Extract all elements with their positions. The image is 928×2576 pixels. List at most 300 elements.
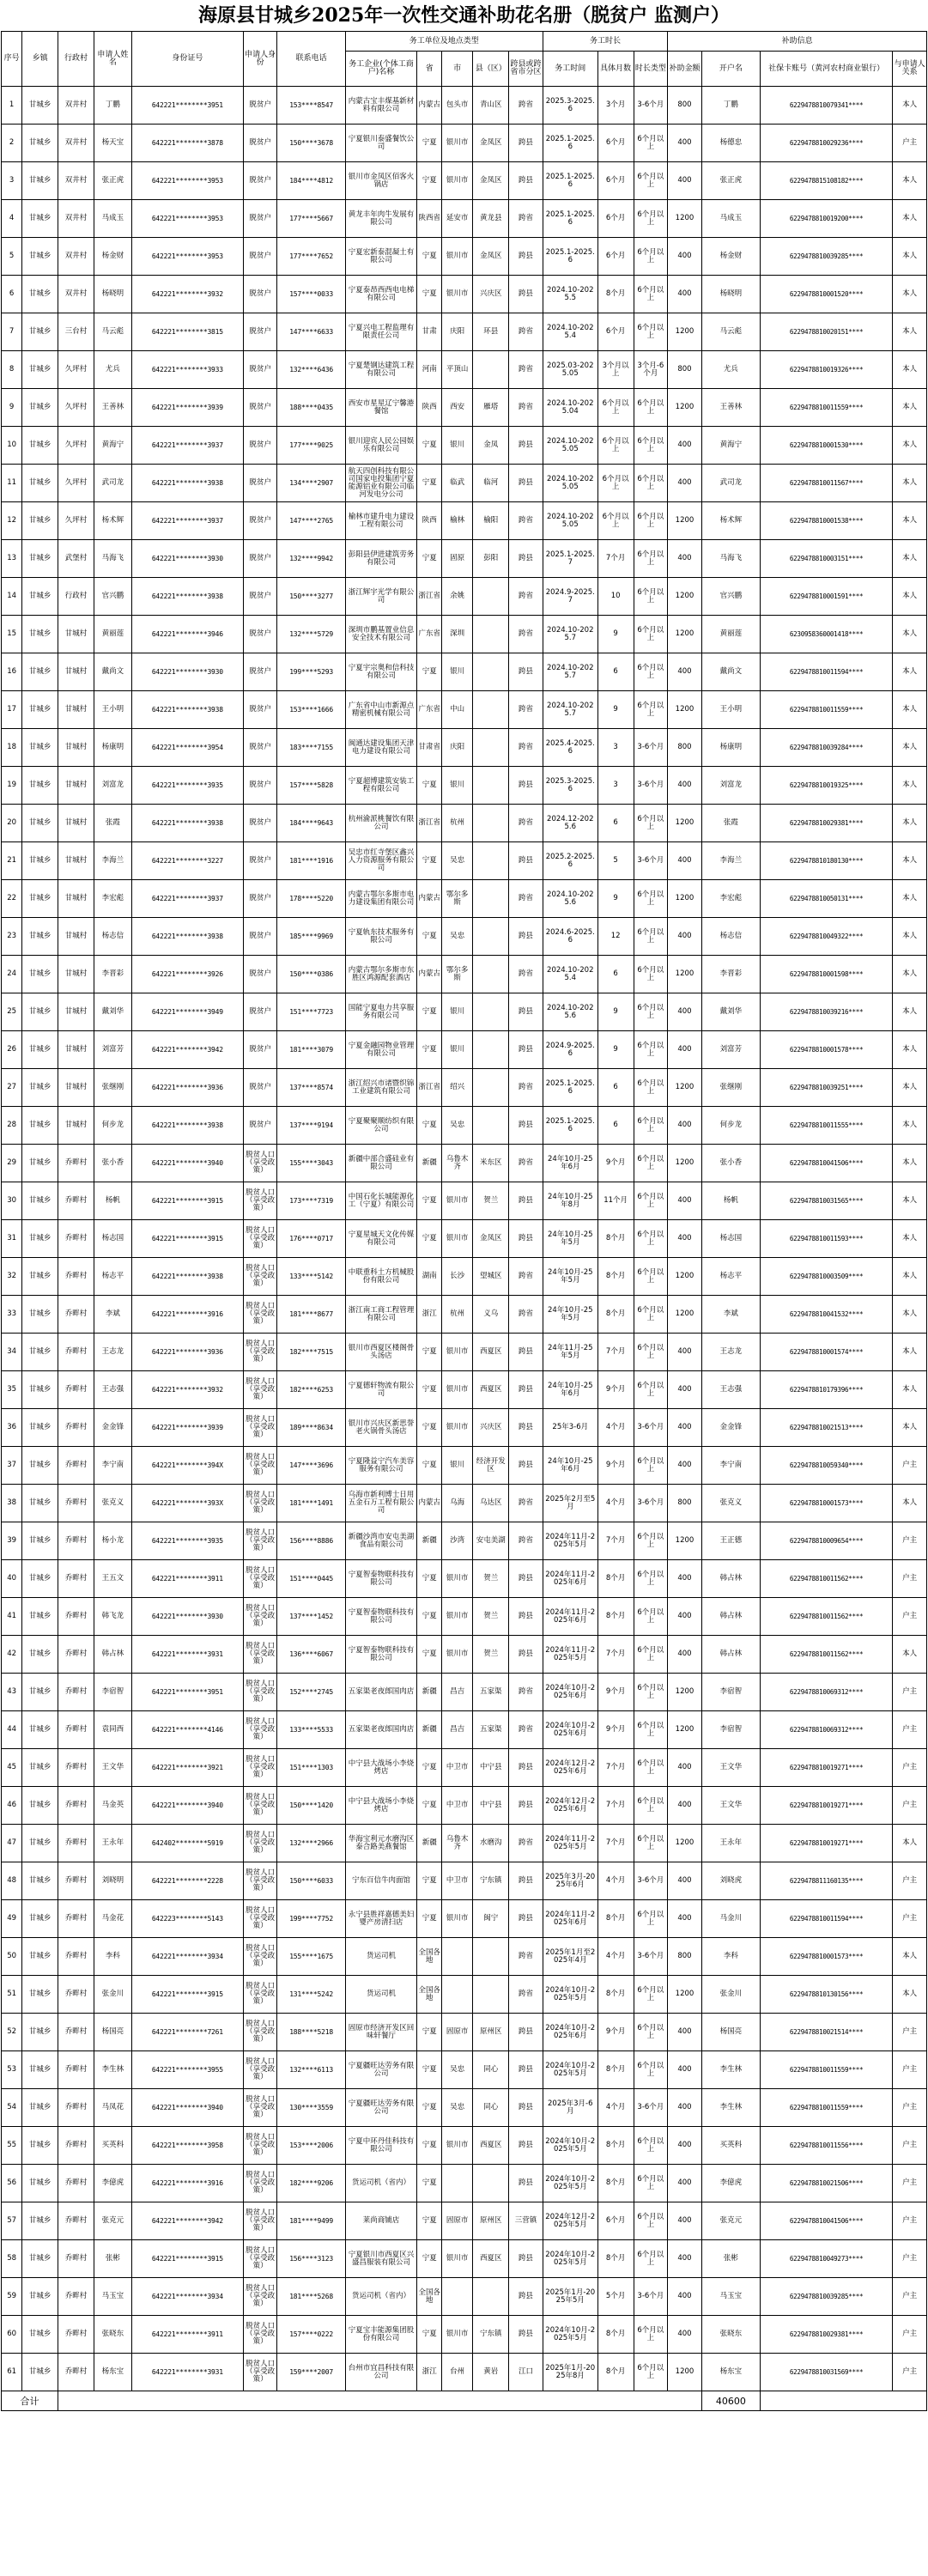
cell-county (473, 767, 509, 805)
cell-holder: 刘晓虎 (701, 1862, 760, 1900)
cell-village: 久坪村 (58, 351, 94, 389)
cell-months: 6个月 (597, 125, 634, 162)
cell-village: 双井村 (58, 200, 94, 238)
cell-account: 6229478811160135**** (761, 1862, 893, 1900)
cell-account: 6229478810019271**** (761, 1749, 893, 1787)
table-row (2, 653, 927, 691)
cell-relation: 本人 (893, 1409, 927, 1447)
cell-relation: 户主 (893, 2278, 927, 2316)
cell-village: 乔畔村 (58, 1447, 94, 1485)
cell-province: 宁夏 (417, 1107, 442, 1145)
cell-duration-type: 6个月以上 (634, 1711, 668, 1749)
cell-months: 7个月 (597, 1749, 634, 1787)
cell-township: 甘城乡 (22, 502, 58, 540)
cell-months: 7个月 (597, 540, 634, 578)
cell-months: 9个月 (597, 1371, 634, 1409)
cell-company: 宁夏超博建筑安装工程有限公司 (345, 767, 417, 805)
cell-account: 6229478810019271**** (761, 1787, 893, 1825)
cell-id-no: 642221********3940 (131, 1787, 243, 1825)
cell-id-no: 642221********3953 (131, 200, 243, 238)
cell-duration-type: 3-6个月 (634, 2278, 668, 2316)
cell-identity: 脱贫人口（享受政策） (243, 1334, 277, 1371)
cell-months: 6 (597, 1107, 634, 1145)
cell-relation: 本人 (893, 1145, 927, 1182)
cell-county: 环县 (473, 313, 509, 351)
table-row (2, 918, 927, 956)
cell-name: 李晋彩 (94, 956, 131, 993)
cell-account: 6229478810011559**** (761, 2051, 893, 2089)
cell-id-no: 642221********3915 (131, 2240, 243, 2278)
cell-name: 黄海宁 (94, 427, 131, 465)
cell-village: 双井村 (58, 276, 94, 313)
cell-cross-type: 跨县 (509, 842, 543, 880)
col-header-holder: 开户名 (701, 52, 760, 87)
cell-duration-type: 6个月以上 (634, 1258, 668, 1296)
cell-company: 宁夏星城天文化传媒有限公司 (345, 1220, 417, 1258)
cell-province: 宁夏 (417, 162, 442, 200)
cell-seq: 24 (2, 956, 22, 993)
cell-relation: 户主 (893, 2014, 927, 2051)
cell-province: 宁夏 (417, 1787, 442, 1825)
cell-amount: 400 (668, 1107, 702, 1145)
cell-name: 王小明 (94, 691, 131, 729)
cell-id-no: 642221********3953 (131, 162, 243, 200)
cell-village: 乔畔村 (58, 1258, 94, 1296)
cell-months: 4个月 (597, 1862, 634, 1900)
col-header-village: 行政村 (58, 32, 94, 87)
cell-months: 5个月 (597, 2278, 634, 2316)
cell-phone: 199****7752 (277, 1900, 345, 1938)
table-row (2, 729, 927, 767)
cell-name: 官兴鹏 (94, 578, 131, 616)
table-row (2, 691, 927, 729)
cell-village: 乔畔村 (58, 2202, 94, 2240)
table-row (2, 1825, 927, 1862)
cell-id-no: 642221********393X (131, 1485, 243, 1522)
cell-work-period: 2024年11月-2025年5月 (543, 1636, 597, 1674)
cell-relation: 户主 (893, 2354, 927, 2391)
cell-name: 韩占林 (94, 1636, 131, 1674)
cell-identity: 脱贫人口（享受政策） (243, 1182, 277, 1220)
cell-province: 广东省 (417, 616, 442, 653)
cell-seq: 40 (2, 1560, 22, 1598)
cell-seq: 44 (2, 1711, 22, 1749)
cell-relation: 本人 (893, 729, 927, 767)
cell-work-period: 2024.10-2025.6 (543, 880, 597, 918)
cell-account: 6229478810029381**** (761, 2316, 893, 2354)
cell-province: 宁夏 (417, 1598, 442, 1636)
cell-work-period: 24年10月-25年6月 (543, 1371, 597, 1409)
cell-id-no: 642221********3946 (131, 616, 243, 653)
cell-duration-type: 6个月以上 (634, 1296, 668, 1334)
cell-id-no: 642221********3942 (131, 2202, 243, 2240)
cell-county: 贺兰 (473, 1560, 509, 1598)
cell-duration-type: 6个月以上 (634, 1900, 668, 1938)
table-row (2, 1296, 927, 1334)
cell-city: 银川 (442, 1031, 473, 1069)
cell-seq: 34 (2, 1334, 22, 1371)
cell-id-no: 642221********3915 (131, 1220, 243, 1258)
cell-name: 马玉宝 (94, 2278, 131, 2316)
cell-id-no: 642221********3949 (131, 993, 243, 1031)
cell-holder: 金金锋 (701, 1409, 760, 1447)
cell-township: 甘城乡 (22, 1258, 58, 1296)
total-spacer-end (761, 2391, 927, 2411)
cell-identity: 脱贫人口（享受政策） (243, 1976, 277, 2014)
cell-province: 宁夏 (417, 1031, 442, 1069)
cell-company: 西安市星星辽宁馨港餐馆 (345, 389, 417, 427)
cell-id-no: 642221********3936 (131, 1069, 243, 1107)
cell-village: 甘城村 (58, 842, 94, 880)
cell-city: 台州 (442, 2354, 473, 2391)
cell-phone: 153****1666 (277, 691, 345, 729)
cell-account: 6229478810001573**** (761, 1485, 893, 1522)
cell-county: 金凤 (473, 427, 509, 465)
cell-amount: 400 (668, 2278, 702, 2316)
cell-amount: 1200 (668, 502, 702, 540)
cell-seq: 33 (2, 1296, 22, 1334)
cell-cross-type: 跨省 (509, 1296, 543, 1334)
cell-holder: 黄丽莲 (701, 616, 760, 653)
cell-holder: 杨东宝 (701, 2354, 760, 2391)
cell-seq: 25 (2, 993, 22, 1031)
cell-phone: 151****7723 (277, 993, 345, 1031)
cell-amount: 1200 (668, 1976, 702, 2014)
cell-name: 杨康明 (94, 729, 131, 767)
cell-phone: 137****8574 (277, 1069, 345, 1107)
cell-identity: 脱贫人口（享受政策） (243, 1711, 277, 1749)
cell-province: 陕西省 (417, 200, 442, 238)
cell-province: 河南 (417, 351, 442, 389)
cell-seq: 18 (2, 729, 22, 767)
cell-holder: 王永年 (701, 1825, 760, 1862)
cell-cross-type: 跨省 (509, 1522, 543, 1560)
cell-city: 银川市 (442, 2316, 473, 2354)
cell-village: 乔畔村 (58, 2316, 94, 2354)
cell-duration-type: 6个月以上 (634, 540, 668, 578)
cell-work-period: 2024年10月-2025年5月 (543, 2316, 597, 2354)
cell-village: 乔畔村 (58, 1825, 94, 1862)
cell-name: 李斌 (94, 1296, 131, 1334)
cell-township: 甘城乡 (22, 918, 58, 956)
cell-city: 银川市 (442, 125, 473, 162)
cell-relation: 户主 (893, 2165, 927, 2202)
cell-amount: 800 (668, 351, 702, 389)
cell-cross-type: 三营镇 (509, 2202, 543, 2240)
cell-county: 黄岩 (473, 2354, 509, 2391)
cell-work-period: 2025年1月-2025年5月 (543, 2278, 597, 2316)
cell-phone: 182****6253 (277, 1371, 345, 1409)
cell-holder: 刘富芳 (701, 1031, 760, 1069)
cell-duration-type: 6个月以上 (634, 1636, 668, 1674)
cell-months: 8个月 (597, 2354, 634, 2391)
cell-months: 8个月 (597, 2165, 634, 2202)
cell-work-period: 2025年1月-2025年8月 (543, 2354, 597, 2391)
cell-county (473, 578, 509, 616)
cell-account: 6229478810021506**** (761, 2165, 893, 2202)
cell-company: 浙江南工商工程管理有限公司 (345, 1296, 417, 1334)
table-row (2, 1069, 927, 1107)
cell-phone: 131****5242 (277, 1976, 345, 2014)
table-row (2, 351, 927, 389)
cell-holder: 李科 (701, 1938, 760, 1976)
cell-account: 6229478810011555**** (761, 1107, 893, 1145)
cell-county: 西夏区 (473, 2240, 509, 2278)
cell-identity: 脱贫人口（享受政策） (243, 1938, 277, 1976)
cell-months: 3个月 (597, 87, 634, 125)
cell-village: 双井村 (58, 238, 94, 276)
cell-id-no: 642221********4146 (131, 1711, 243, 1749)
cell-holder: 李斌 (701, 1296, 760, 1334)
cell-account: 6229478810041506**** (761, 2202, 893, 2240)
cell-id-no: 642221********3938 (131, 691, 243, 729)
cell-phone: 132****6113 (277, 2051, 345, 2089)
cell-company: 华海宝利元水磨沟区泰合路美燕餐馆 (345, 1825, 417, 1862)
cell-identity: 脱贫户 (243, 1069, 277, 1107)
cell-name: 张继刚 (94, 1069, 131, 1107)
cell-village: 久坪村 (58, 465, 94, 502)
cell-account: 6229478810031565**** (761, 1182, 893, 1220)
cell-account: 6229478810001530**** (761, 427, 893, 465)
cell-name: 李宿智 (94, 1674, 131, 1711)
cell-county: 榆阳 (473, 502, 509, 540)
cell-city: 吴忠 (442, 842, 473, 880)
cell-seq: 53 (2, 2051, 22, 2089)
cell-county: 宁东镇 (473, 1862, 509, 1900)
cell-village: 乔畔村 (58, 1711, 94, 1749)
cell-id-no: 642221********3930 (131, 540, 243, 578)
cell-seq: 8 (2, 351, 22, 389)
cell-duration-type: 6个月以上 (634, 1220, 668, 1258)
table-row (2, 1862, 927, 1900)
table-row (2, 2165, 927, 2202)
cell-months: 8个月 (597, 2051, 634, 2089)
cell-village: 乔畔村 (58, 1598, 94, 1636)
cell-county: 贺兰 (473, 1598, 509, 1636)
cell-amount: 1200 (668, 1711, 702, 1749)
cell-identity: 脱贫人口（享受政策） (243, 1749, 277, 1787)
cell-identity: 脱贫户 (243, 162, 277, 200)
cell-county (473, 616, 509, 653)
cell-county: 米东区 (473, 1145, 509, 1182)
cell-province: 宁夏 (417, 1749, 442, 1787)
cell-cross-type: 跨县 (509, 2316, 543, 2354)
cell-company: 银川迎宾人民公园娱乐有限公司 (345, 427, 417, 465)
cell-phone: 147****6633 (277, 313, 345, 351)
cell-name: 黄丽莲 (94, 616, 131, 653)
cell-id-no: 642221********3926 (131, 956, 243, 993)
cell-seq: 22 (2, 880, 22, 918)
cell-city: 吴忠 (442, 918, 473, 956)
cell-province: 新疆 (417, 1711, 442, 1749)
cell-amount: 1200 (668, 313, 702, 351)
cell-phone: 155****1675 (277, 1938, 345, 1976)
cell-name: 杨晓明 (94, 276, 131, 313)
cell-city: 包头市 (442, 87, 473, 125)
table-row (2, 956, 927, 993)
cell-province: 宁夏 (417, 2127, 442, 2165)
cell-name: 刘晓明 (94, 1862, 131, 1900)
cell-identity: 脱贫户 (243, 465, 277, 502)
cell-amount: 800 (668, 729, 702, 767)
cell-village: 乔畔村 (58, 2240, 94, 2278)
cell-months: 6 (597, 1069, 634, 1107)
cell-holder: 王志强 (701, 1371, 760, 1409)
cell-work-period: 2024年12月-2025年6月 (543, 1749, 597, 1787)
cell-village: 乔畔村 (58, 2089, 94, 2127)
cell-work-period: 2024.10-2025.4 (543, 956, 597, 993)
cell-company: 宁夏轨东技术服务有限公司 (345, 918, 417, 956)
cell-township: 甘城乡 (22, 1674, 58, 1711)
cell-phone: 157****5828 (277, 767, 345, 805)
cell-village: 乔畔村 (58, 1296, 94, 1334)
cell-duration-type: 6个月以上 (634, 1522, 668, 1560)
cell-id-no: 642221********3940 (131, 1145, 243, 1182)
cell-holder: 李億虎 (701, 2165, 760, 2202)
cell-holder: 戴尚文 (701, 653, 760, 691)
cell-seq: 50 (2, 1938, 22, 1976)
cell-seq: 46 (2, 1787, 22, 1825)
cell-amount: 1200 (668, 880, 702, 918)
cell-cross-type: 跨省 (509, 805, 543, 842)
cell-county (473, 2165, 509, 2202)
cell-name: 李宁南 (94, 1447, 131, 1485)
cell-city: 银川 (442, 653, 473, 691)
cell-township: 甘城乡 (22, 2165, 58, 2202)
cell-months: 10 (597, 578, 634, 616)
table-row (2, 162, 927, 200)
cell-cross-type: 跨县 (509, 1598, 543, 1636)
cell-name: 张小香 (94, 1145, 131, 1182)
cell-months: 6个月以上 (597, 389, 634, 427)
cell-company: 银川市兴庆区新思誉老火锅骨头汤店 (345, 1409, 417, 1447)
cell-phone: 137****1452 (277, 1598, 345, 1636)
cell-name: 张克义 (94, 1485, 131, 1522)
cell-months: 9个月 (597, 1711, 634, 1749)
cell-holder: 官兴鹏 (701, 578, 760, 616)
cell-county: 原州区 (473, 2202, 509, 2240)
cell-county: 金凤区 (473, 1220, 509, 1258)
cell-account: 6229478810130156**** (761, 1976, 893, 2014)
cell-holder: 张克元 (701, 2202, 760, 2240)
cell-months: 12 (597, 918, 634, 956)
cell-province: 宁夏 (417, 993, 442, 1031)
cell-account: 6229478810039251**** (761, 1069, 893, 1107)
cell-city: 深圳 (442, 616, 473, 653)
cell-seq: 52 (2, 2014, 22, 2051)
cell-name: 王善林 (94, 389, 131, 427)
cell-account: 6229478810011562**** (761, 1560, 893, 1598)
cell-province: 宁夏 (417, 767, 442, 805)
cell-village: 乔畔村 (58, 2278, 94, 2316)
cell-duration-type: 6个月以上 (634, 389, 668, 427)
cell-account: 6229478815108182**** (761, 162, 893, 200)
cell-phone: 150****0386 (277, 956, 345, 993)
cell-village: 甘城村 (58, 653, 94, 691)
cell-cross-type: 跨县 (509, 1409, 543, 1447)
cell-holder: 杨志国 (701, 1220, 760, 1258)
cell-identity: 脱贫户 (243, 956, 277, 993)
cell-relation: 户主 (893, 1749, 927, 1787)
cell-company: 中联重科土方机械股份有限公司 (345, 1258, 417, 1296)
cell-province: 宁夏 (417, 842, 442, 880)
cell-city: 银川市 (442, 1371, 473, 1409)
cell-identity: 脱贫人口（享受政策） (243, 1371, 277, 1409)
cell-relation: 本人 (893, 691, 927, 729)
cell-holder: 马金川 (701, 1900, 760, 1938)
col-header-city: 市 (442, 52, 473, 87)
cell-village: 乔畔村 (58, 1749, 94, 1787)
cell-village: 甘城村 (58, 1107, 94, 1145)
cell-id-no: 642221********3951 (131, 1674, 243, 1711)
cell-village: 甘城村 (58, 691, 94, 729)
cell-province: 宁夏 (417, 465, 442, 502)
cell-cross-type: 跨省 (509, 1485, 543, 1522)
cell-cross-type: 跨省 (509, 880, 543, 918)
cell-township: 甘城乡 (22, 880, 58, 918)
cell-city: 银川市 (442, 1182, 473, 1220)
cell-county: 水磨沟 (473, 1825, 509, 1862)
cell-amount: 400 (668, 2051, 702, 2089)
cell-village: 武堡村 (58, 540, 94, 578)
table-row (2, 1711, 927, 1749)
cell-holder: 尤兵 (701, 351, 760, 389)
cell-township: 甘城乡 (22, 276, 58, 313)
cell-duration-type: 6个月以上 (634, 1371, 668, 1409)
cell-county: 原州区 (473, 2014, 509, 2051)
cell-phone: 181****9499 (277, 2202, 345, 2240)
cell-relation: 本人 (893, 1182, 927, 1220)
cell-work-period: 2024年10月-2025年5月 (543, 1976, 597, 2014)
cell-company: 永宁县胜祥嘉德美妇婴产房清扫店 (345, 1900, 417, 1938)
cell-months: 9个月 (597, 2014, 634, 2051)
table-row (2, 1447, 927, 1485)
cell-company: 宁夏宏新泰混凝土有限公司 (345, 238, 417, 276)
cell-city: 中山 (442, 691, 473, 729)
cell-seq: 51 (2, 1976, 22, 2014)
cell-township: 甘城乡 (22, 2316, 58, 2354)
cell-amount: 1200 (668, 1145, 702, 1182)
cell-city (442, 1976, 473, 2014)
cell-seq: 6 (2, 276, 22, 313)
cell-county: 雁塔 (473, 389, 509, 427)
cell-cross-type: 跨省 (509, 578, 543, 616)
cell-relation: 本人 (893, 956, 927, 993)
cell-village: 甘城村 (58, 956, 94, 993)
cell-amount: 400 (668, 1636, 702, 1674)
roster-body (2, 87, 927, 2391)
cell-relation: 本人 (893, 1976, 927, 2014)
cell-company: 广东省中山市新源点精密机械有限公司 (345, 691, 417, 729)
cell-company: 浙江绍兴市诸暨织锦工业建筑有限公司 (345, 1069, 417, 1107)
cell-phone: 177****9025 (277, 427, 345, 465)
cell-identity: 脱贫人口（享受政策） (243, 2202, 277, 2240)
cell-city: 银川市 (442, 238, 473, 276)
cell-township: 甘城乡 (22, 125, 58, 162)
cell-phone: 150****3277 (277, 578, 345, 616)
cell-phone: 181****5268 (277, 2278, 345, 2316)
cell-work-period: 2025.1-2025.6 (543, 1107, 597, 1145)
cell-province: 湖南 (417, 1258, 442, 1296)
cell-city: 固原 (442, 540, 473, 578)
cell-name: 杨东宝 (94, 2354, 131, 2391)
cell-holder: 马云彪 (701, 313, 760, 351)
cell-months: 9 (597, 1031, 634, 1069)
cell-work-period: 2024年11月-2025年6月 (543, 1560, 597, 1598)
cell-seq: 15 (2, 616, 22, 653)
cell-cross-type: 跨县 (509, 993, 543, 1031)
cell-id-no: 642221********3938 (131, 805, 243, 842)
